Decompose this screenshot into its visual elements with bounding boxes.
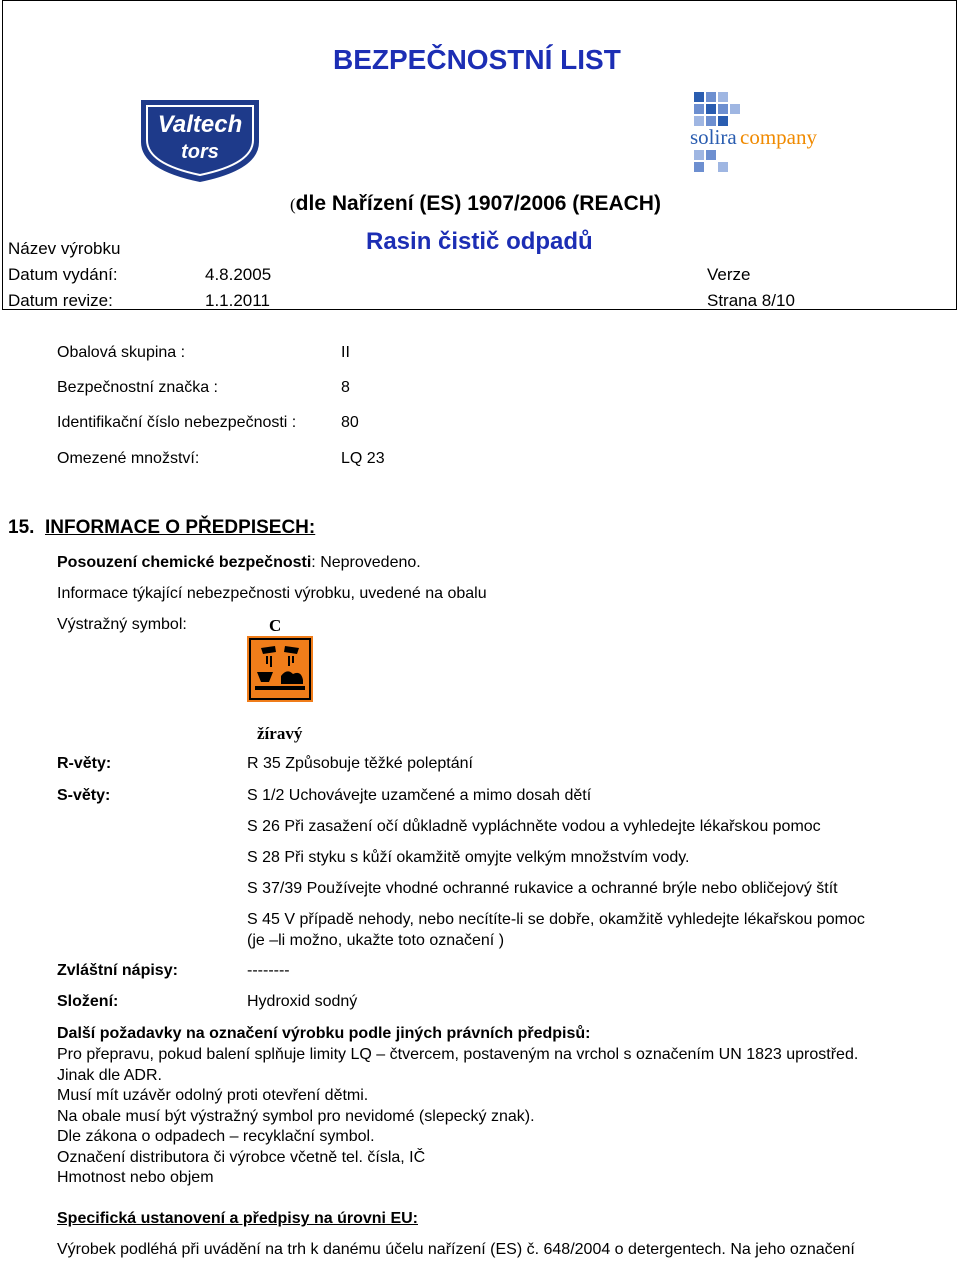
corrosive-pictogram-icon [247, 636, 313, 702]
regulation-line [290, 192, 661, 216]
s-phrase-5-note: (je –li možno, ukažte toto označení ) [247, 932, 505, 949]
valtech-logo-text: Valtech [157, 111, 243, 138]
s-phrase-1: S 1/2 Uchovávejte uzamčené a mimo dosah dětí [247, 787, 592, 804]
warning-symbol-label: Výstražný symbol: [57, 616, 187, 633]
hazard-id-label: Identifikační číslo nebezpečnosti : [57, 414, 297, 431]
s-phrase-4: S 37/39 Používejte vhodné ochranné rukavice a ochranné brýle nebo obličejový štít [247, 880, 838, 897]
eu-regulations-heading: Specifická ustanovení a předpisy na úrovni EU: [57, 1210, 418, 1227]
further-requirements-heading: Další požadavky na označení výrobku podle jiných právních předpisů: [57, 1025, 591, 1042]
special-label: Zvláštní nápisy: [57, 962, 178, 979]
packing-group-label: Obalová skupina : [57, 344, 186, 361]
warning-symbol-code: C [269, 616, 282, 635]
special-value: -------- [247, 962, 290, 979]
warning-symbol-name: žíravý [257, 724, 303, 743]
assessment-label: Posouzení chemické bezpečnosti [57, 554, 312, 571]
product-label: Název výrobku [8, 239, 121, 258]
further-line-6: Označení distributora či výrobce včetně tel. čísla, IČ [57, 1149, 426, 1166]
packing-group-value: II [341, 344, 350, 361]
regulation-paren: ( [290, 195, 296, 214]
document-title: BEZPEČNOSTNÍ LIST [333, 44, 621, 75]
revision-date-label: Datum revize: [8, 291, 113, 310]
regulation-text: dle Nařízení (ES) 1907/2006 (REACH) [295, 192, 661, 215]
eu-regulations-line: Výrobek podléhá při uvádění na trh k danému účelu nařízení (ES) č. 648/2004 o detergentech. Na jeho označení [57, 1241, 855, 1258]
safety-mark-label: Bezpečnostní značka : [57, 379, 218, 396]
s-phrase-2: S 26 Při zasažení očí důkladně vypláchněte vodou a vyhledejte lékařskou pomoc [247, 818, 821, 835]
further-line-7: Hmotnost nebo objem [57, 1169, 214, 1186]
section-title: INFORMACE O PŘEDPISECH: [44, 517, 316, 538]
safety-mark-value: 8 [341, 379, 350, 396]
issue-date-value: 4.8.2005 [205, 265, 272, 284]
revision-date-value: 1.1.2011 [205, 291, 270, 310]
s-phrase-3: S 28 Při styku s kůží okamžitě omyjte velkým množstvím vody. [247, 849, 690, 866]
limited-quantity-label: Omezené množství: [57, 450, 200, 467]
page-number: Strana 8/10 [707, 291, 795, 310]
valtech-logo [133, 96, 267, 184]
limited-quantity-value: LQ 23 [341, 450, 385, 467]
solira-logo [688, 90, 817, 182]
s-phrases-label: S-věty: [57, 787, 111, 804]
s-phrase-5: S 45 V případě nehody, nebo necítíte-li se dobře, okamžitě vyhledejte lékařskou pomoc [247, 911, 865, 928]
r-phrase: R 35 Způsobuje těžké poleptání [247, 755, 473, 772]
further-line-4: Na obale musí být výstražný symbol pro nevidomé (slepecký znak). [57, 1108, 535, 1125]
r-phrases-label: R-věty: [57, 755, 112, 772]
label-info-line: Informace týkající nebezpečnosti výrobku, uvedené na obalu [57, 585, 487, 602]
assessment-line [57, 554, 421, 572]
composition-value: Hydroxid sodný [247, 993, 358, 1010]
product-name: Rasin čistič odpadů [366, 228, 593, 255]
assessment-value: : Neprovedeno. [311, 554, 421, 571]
solira-logo-text: solira [690, 125, 737, 149]
solira-logo-subtext: company [740, 125, 817, 149]
further-line-2: Jinak dle ADR. [57, 1067, 162, 1084]
version-label: Verze [707, 265, 751, 284]
section-number: 15. [8, 517, 35, 538]
further-line-1: Pro přepravu, pokud balení splňuje limity LQ – čtvercem, postaveným na vrchol s označením UN 1823 uprostřed. [57, 1046, 859, 1063]
valtech-logo-subtext: tors [181, 141, 219, 163]
issue-date-label: Datum vydání: [8, 265, 118, 284]
further-line-5: Dle zákona o odpadech – recyklační symbol. [57, 1128, 375, 1145]
further-line-3: Musí mít uzávěr odolný proti otevření dětmi. [57, 1087, 369, 1104]
composition-label: Složení: [57, 993, 119, 1010]
section-heading [8, 517, 315, 539]
hazard-id-value: 80 [341, 414, 359, 431]
